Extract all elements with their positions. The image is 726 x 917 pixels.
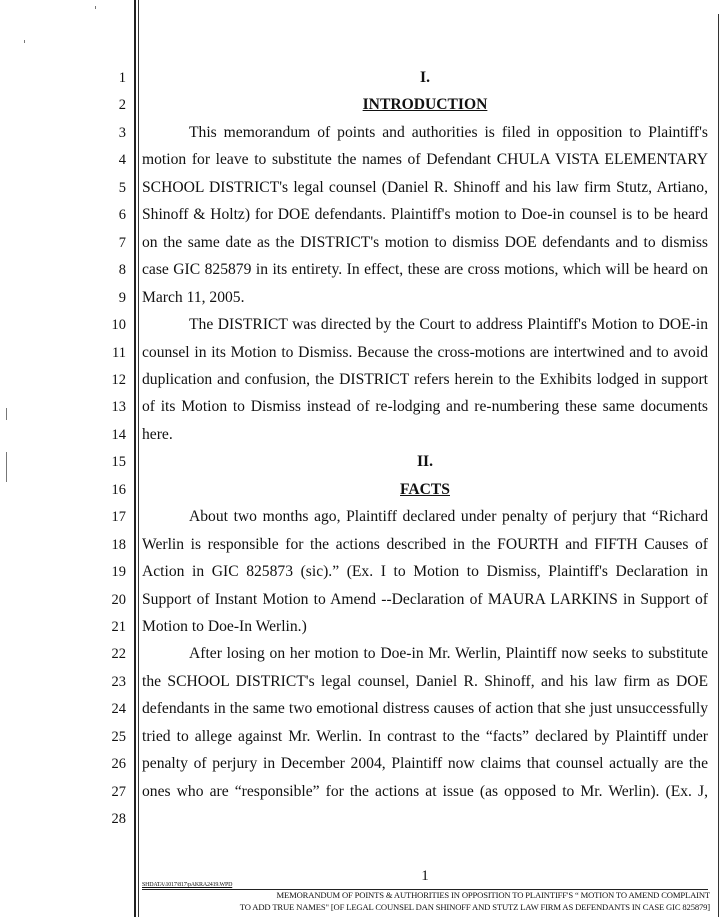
text-line: ones who are “responsible” for the actions at issue (as opposed to Mr. Werlin). (Ex. J, (142, 782, 708, 800)
paragraph-first-line: The DISTRICT was directed by the Court to address Plaintiff's Motion to DOE-in (189, 316, 708, 334)
text-line: Shinoff & Holtz) for DOE defendants. Plaintiff's motion to Doe-in counsel is to be heard (142, 206, 708, 224)
line-number: 28 (111, 811, 126, 828)
section-heading (142, 480, 708, 500)
paragraph-last-line: here. (142, 425, 173, 443)
line-number: 7 (118, 234, 126, 251)
footer-document-title-line2: TO ADD TRUE NAMES" [OF LEGAL COUNSEL DAN SHINOFF AND STUTZ LAW FIRM AS DEFENDANTS IN CASE GIC 825879] (239, 902, 710, 912)
line-number: 11 (112, 344, 126, 361)
scan-speck (6, 452, 7, 482)
section-heading-text: FACTS (400, 480, 450, 498)
text-line: Support of Instant Motion to Amend --Declaration of MAURA LARKINS in Support of (142, 590, 708, 608)
text-line: of its Motion to Dismiss instead of re-lodging and re-numbering these same documents (142, 398, 708, 416)
line-number: 19 (111, 564, 126, 581)
text-line: on the same date as the DISTRICT's motion to dismiss DOE defendants and to dismiss (142, 233, 708, 251)
line-number: 24 (111, 701, 126, 718)
text-line: counsel in its Motion to Dismiss. Because the cross-motions are intertwined and to avoid (142, 343, 708, 361)
line-number: 18 (111, 536, 126, 553)
text-line: Werlin is responsible for the actions described in the FOURTH and FIFTH Causes of (142, 535, 708, 553)
text-line: SCHOOL DISTRICT's legal counsel (Daniel R. Shinoff and his law firm Stutz, Artiano, (142, 178, 708, 196)
line-number: 10 (111, 317, 126, 334)
right-margin-rule (718, 14, 719, 917)
line-number: 25 (111, 728, 126, 745)
text-line: defendants in the same two emotional distress causes of action that she just unsuccessfully (142, 700, 708, 718)
line-number: 15 (111, 454, 126, 471)
line-number: 13 (111, 399, 126, 416)
paragraph-first-line: After losing on her motion to Doe-in Mr. Werlin, Plaintiff now seeks to substitute (189, 645, 708, 663)
scan-speck (24, 40, 25, 43)
left-margin-rule (134, 0, 136, 917)
text-line: motion for leave to substitute the names of Defendant CHULA VISTA ELEMENTARY (142, 151, 708, 169)
text-line: duplication and confusion, the DISTRICT refers herein to the Exhibits lodged in support (142, 370, 708, 388)
scan-speck (95, 6, 96, 9)
scan-artifacts (0, 0, 100, 917)
text-line: tried to allege against Mr. Werlin. In contrast to the “facts” declared by Plaintiff under (142, 727, 708, 745)
footer-file-path: SHDATA\1017\817\pAKRA2419.WPD (142, 882, 233, 888)
section-heading-text: INTRODUCTION (362, 96, 488, 114)
footer-document-title-line1: MEMORANDUM OF POINTS & AUTHORITIES IN OPPOSITION TO PLAINTIFF'S “ MOTION TO AMEND COMPLAINT (276, 890, 710, 900)
line-number: 17 (111, 509, 126, 526)
text-line: the SCHOOL DISTRICT's legal counsel, Daniel R. Shinoff, and his law firm as DOE (142, 672, 708, 690)
line-number: 6 (118, 207, 126, 224)
line-number: 2 (118, 97, 126, 114)
page-number: 1 (421, 868, 429, 884)
text-line: case GIC 825879 in its entirety. In effect, these are cross motions, which will be heard on (142, 261, 708, 279)
section-numeral: I. (420, 69, 430, 86)
line-number: 21 (111, 619, 126, 635)
line-number: 16 (111, 481, 126, 498)
line-number: 14 (111, 426, 126, 443)
left-margin-rule-inner (138, 0, 139, 917)
line-number: 22 (111, 646, 126, 663)
line-number: 1 (118, 70, 126, 86)
line-number: 5 (118, 179, 126, 196)
section-numeral: II. (416, 453, 434, 471)
line-number: 12 (111, 371, 126, 388)
line-number: 9 (118, 289, 126, 306)
paragraph-last-line: Motion to Doe-In Werlin.) (142, 618, 307, 635)
line-number: 8 (118, 262, 126, 279)
line-number: 3 (118, 124, 126, 141)
line-number: 23 (111, 673, 126, 690)
paragraph-first-line: This memorandum of points and authorities is filed in opposition to Plaintiff's (189, 123, 708, 141)
scan-speck (6, 408, 7, 420)
paragraph-first-line: About two months ago, Plaintiff declared under penalty of perjury that “Richard (189, 508, 708, 526)
line-number: 27 (111, 783, 126, 800)
section-heading (142, 95, 708, 115)
line-number: 4 (118, 152, 126, 169)
text-line: Action in GIC 825873 (sic).” (Ex. I to Motion to Dismiss, Plaintiff's Declaration in (142, 563, 708, 581)
line-number: 26 (111, 756, 126, 773)
paragraph-last-line: March 11, 2005. (142, 288, 245, 306)
line-number: 20 (111, 591, 126, 608)
text-line: penalty of perjury in December 2004, Plaintiff now claims that counsel actually are the (142, 755, 708, 773)
